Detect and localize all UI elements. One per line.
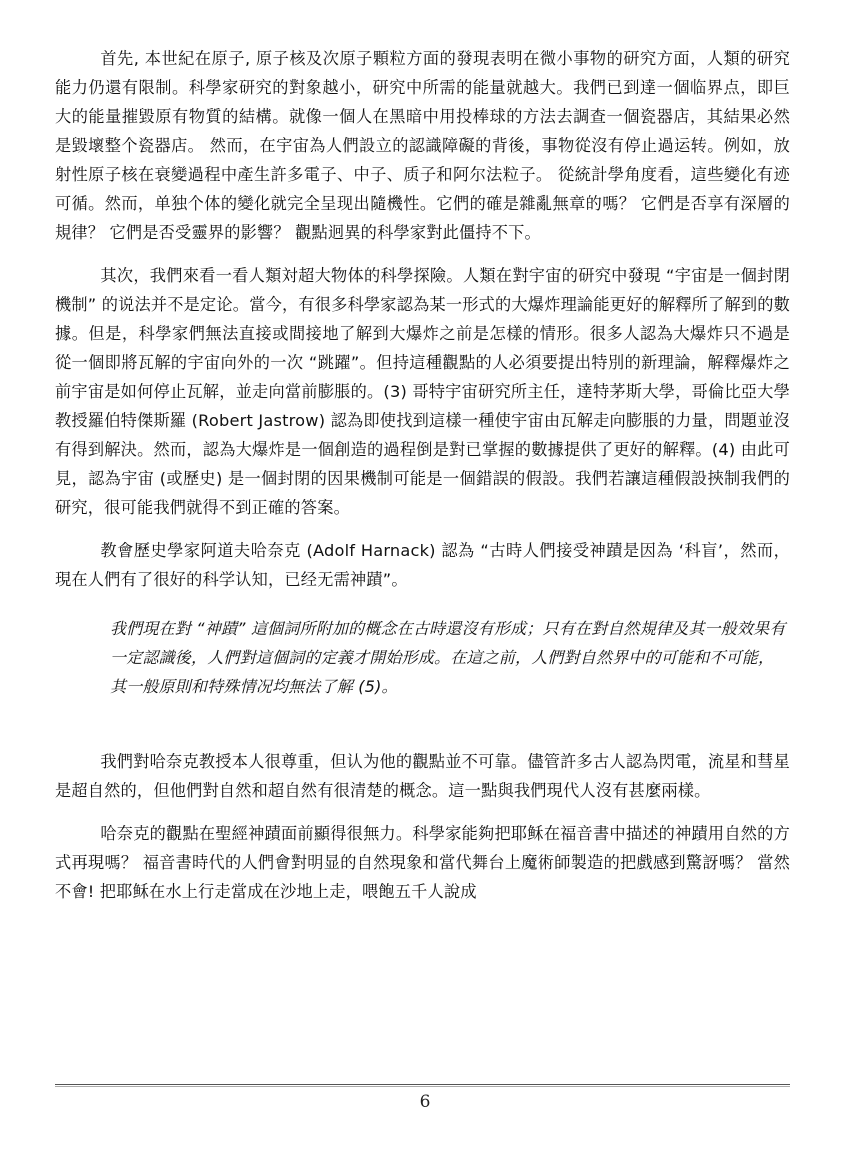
- paragraph-big-bang: 其次，我們來看一看人類対超大物体的科學探險。人類在對宇宙的研究中發現 “宇宙是一個封閉機制” 的说法并不是定论。當今，有很多科學家認為某一形式的大爆炸理論能更好的解釋所了解到的數據。但是，科學家們無法直接或間接地了解到大爆炸之前是怎樣的情形。很多人認為大爆炸只不過是從一個即將瓦解的宇宙向外的一次 “跳躍”。但持這種觀點的人必須要提出特別的新理論，解釋爆炸之前宇宙是如何停止瓦解，並走向當前膨脹的。(3) 哥特宇宙研究所主任，達特茅斯大學，哥倫比亞大學教授羅伯特傑斯羅 (Robert Jastrow) 認為即使找到這樣一種使宇宙由瓦解走向膨脹的力量，問題並沒有得到解決。然而，認為大爆炸是一個創造的過程倒是對已掌握的數據提供了更好的解釋。(4) 由此可見，認為宇宙 (或歷史) 是一個封閉的因果機制可能是一個錯誤的假設。我們若讓這種假設挾制我們的研究，很可能我們就得不到正確的答案。: [55, 266, 790, 517]
- footer-divider: [55, 1084, 790, 1085]
- body-text: [55, 44, 790, 920]
- block-quote: 我們現在對 “神蹟” 這個詞所附加的概念在古時還沒有形成；只有在對自然規律及其一般效果有一定認識後，人們對這個詞的定義才開始形成。在這之前，人們對自然界中的可能和不可能，其一般原則和特殊情况均無法了解 (5)。: [110, 619, 786, 696]
- page-number: 6: [419, 1092, 431, 1112]
- paragraph-microscopic-limits: 首先, 本世紀在原子, 原子核及次原子顆粒方面的發現表明在微小事物的研究方面，人類的研究能力仍還有限制。科學家研究的對象越小，研究中所需的能量就越大。我們已到達一個临界点，即巨大的能量摧毀原有物質的結構。就像一個人在黑暗中用投棒球的方法去調查一個瓷器店，其結果必然是毀壞整个瓷器店。 然而，在宇宙為人們設立的認識障礙的背後，事物從沒有停止過运转。例如，放射性原子核在衰變過程中產生許多電子、中子、质子和阿尔法粒子。 從統計學角度看，這些變化有迹可循。然而，单独个体的變化就完全呈现出隨機性。它們的確是雜亂無章的嗎？ 它們是否享有深層的規律？ 它們是否受靈界的影響？ 觀點迥異的科學家對此僵持不下。: [55, 49, 790, 242]
- paragraph-harnack-view: 教會歷史學家阿道夫哈奈克 (Adolf Harnack) 認為 “古時人們接受神蹟是因為 ‘科盲’，然而，現在人們有了很好的科学认知，已经无需神蹟”。: [55, 541, 790, 589]
- paragraph-response-to-harnack: 我們對哈奈克教授本人很尊重，但认为他的觀點並不可靠。儘管許多古人認為閃電，流星和彗星是超自然的，但他們對自然和超自然有很清楚的概念。這一點與我們現代人沒有甚麼兩樣。: [55, 752, 790, 800]
- paragraph-biblical-miracles: 哈奈克的觀點在聖經神蹟面前顯得很無力。科學家能夠把耶稣在福音書中描述的神蹟用自然的方式再現嗎？ 福音書時代的人們會對明显的自然現象和當代舞台上魔術師製造的把戲感到驚訝嗎？ 當然不會! 把耶稣在水上行走當成在沙地上走，喂飽五千人說成: [55, 824, 790, 901]
